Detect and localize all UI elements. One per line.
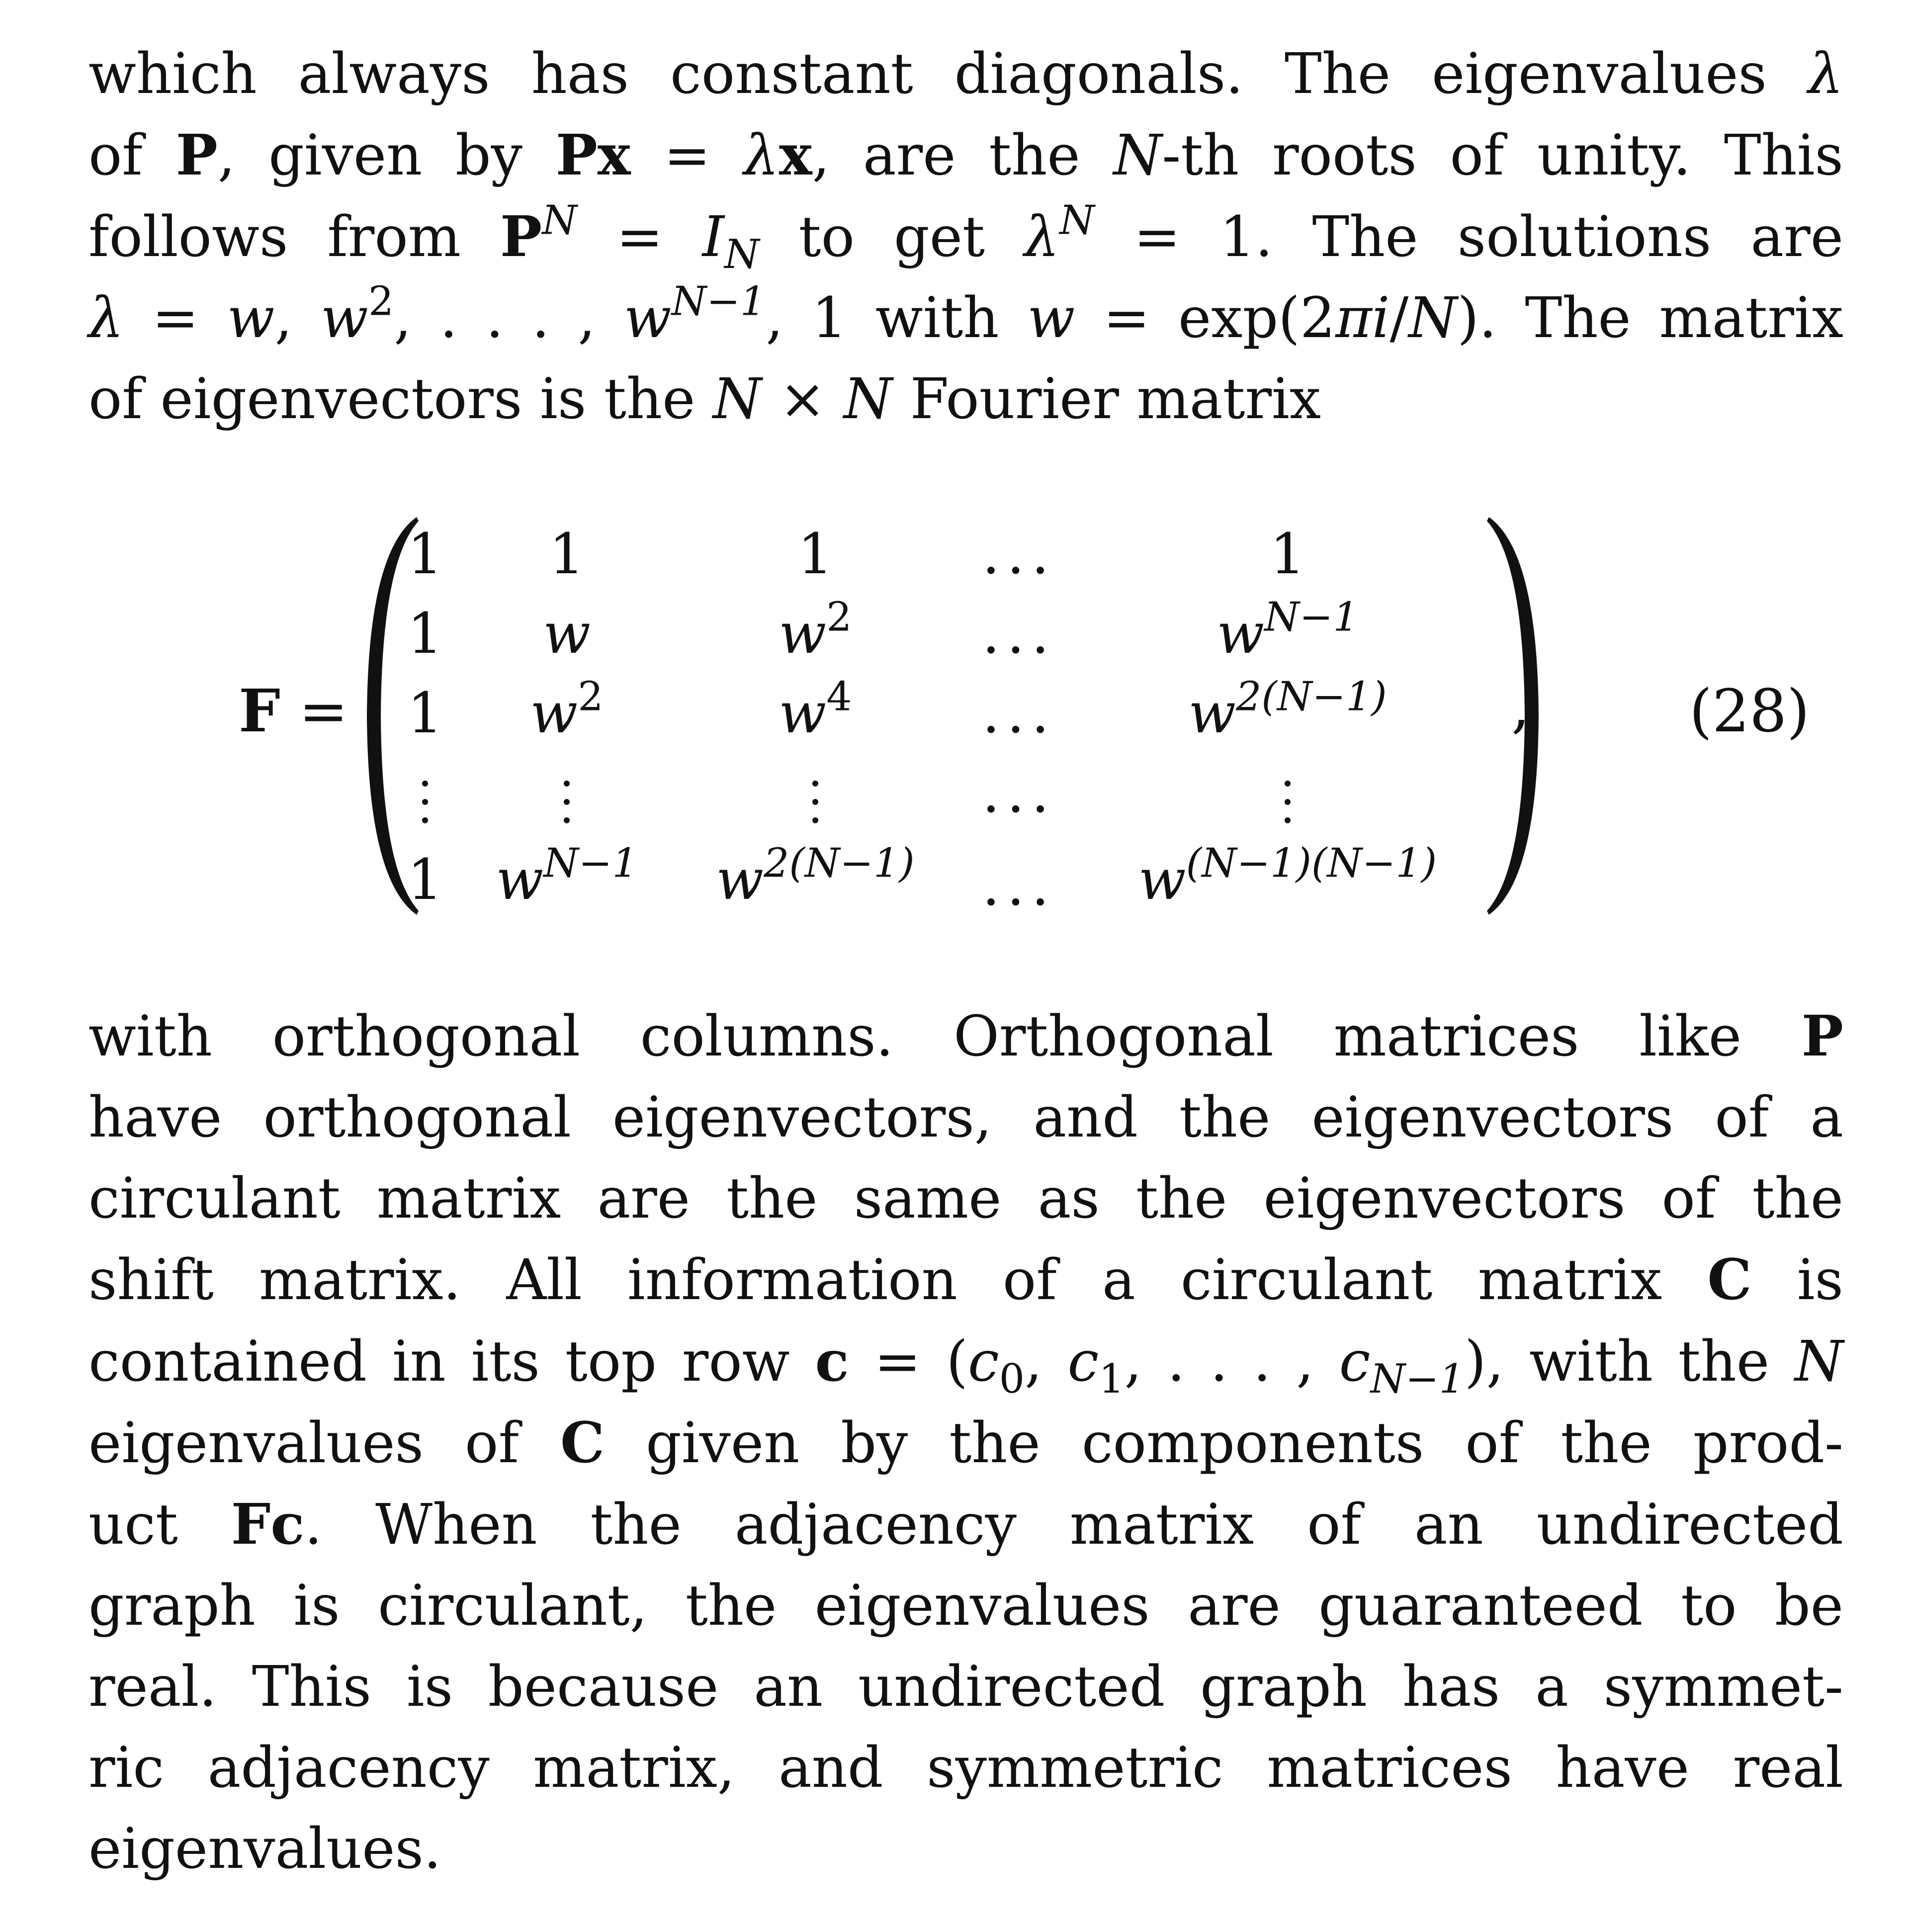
text-span: of eigenvectors is the — [88, 367, 713, 432]
text-span: = ( — [849, 1329, 968, 1394]
math-symbol: c — [967, 1329, 999, 1394]
matrix-cell-vdots — [422, 781, 428, 823]
text-line: have orthogonal eigenvectors, and the eigenvectors of a — [88, 1085, 1843, 1150]
text-line: graph is circulant, the eigenvalues are guaranteed to be — [88, 1574, 1843, 1638]
matrix-cell: 1 — [1270, 522, 1305, 587]
math-subscript: N — [724, 231, 760, 278]
matrix-cell-vdots — [564, 781, 570, 823]
math-symbol: w — [1027, 286, 1075, 351]
fourier-matrix-equation — [0, 502, 1909, 930]
math-symbol: w — [623, 286, 672, 351]
math-bold-symbol: x — [779, 123, 812, 188]
text-span: is — [1751, 1248, 1844, 1313]
math-symbol: w — [227, 286, 275, 351]
math-symbol: N — [844, 367, 892, 432]
text-span: uct — [88, 1493, 231, 1557]
math-superscript: N−1 — [671, 278, 766, 325]
matrix-cell: $w^2$ — [779, 594, 852, 666]
text-span: Fourier matrix — [892, 367, 1321, 432]
text-span: , — [1024, 1329, 1068, 1394]
math-symbol: i — [1372, 286, 1390, 351]
text-span: to get — [759, 205, 1025, 269]
text-line — [88, 996, 1843, 1077]
text-span: = — [630, 123, 744, 188]
math-bold-symbol: P — [1801, 1004, 1843, 1069]
text-span: , 1 with — [766, 286, 1028, 351]
text-span: . When the adjacency matrix of an undirected — [304, 1493, 1843, 1557]
math-symbol: λ — [743, 123, 779, 188]
matrix-cell-vdots — [1285, 781, 1291, 823]
text-line: ric adjacency matrix, and symmetric matrices have real — [88, 1736, 1843, 1800]
math-bold-symbol: C — [560, 1410, 605, 1476]
text-span: contained in its top row — [88, 1329, 815, 1394]
matrix-name-F: F — [239, 676, 280, 745]
math-bold-symbol: P — [500, 204, 542, 269]
text-line — [88, 1321, 1843, 1403]
text-span: = — [577, 205, 702, 269]
matrix-cell: 1 — [797, 522, 833, 587]
text-span: with orthogonal columns. Orthogonal matrices like — [88, 1004, 1802, 1069]
matrix-cell: $w^2$ — [530, 673, 604, 746]
math-symbol: λ — [1808, 42, 1843, 106]
paragraph-body — [88, 996, 1843, 1890]
math-symbol: N — [1113, 123, 1162, 188]
matrix-cell-hdots: ... — [982, 602, 1056, 666]
text-span: × — [761, 367, 844, 432]
math-subscript: 1 — [1099, 1356, 1125, 1403]
text-span: , given by — [217, 123, 556, 188]
math-superscript: N — [542, 197, 577, 244]
text-line — [88, 1403, 1843, 1484]
text-span: given by the components of the prod- — [605, 1411, 1843, 1476]
math-symbol: N — [1408, 286, 1458, 351]
matrix-cell: $w^4$ — [779, 673, 852, 746]
equation-number: (28) — [1689, 677, 1810, 745]
matrix-cell-hdots: ... — [982, 854, 1056, 918]
text-span: shift matrix. All information of a circulant matrix — [88, 1248, 1708, 1313]
math-bold-symbol: Fc — [231, 1492, 305, 1557]
text-line: eigenvalues. — [88, 1817, 441, 1881]
text-line: circulant matrix are the same as the eigenvectors of the — [88, 1166, 1843, 1231]
math-bold-symbol: c — [815, 1329, 849, 1394]
math-symbol: c — [1339, 1329, 1371, 1394]
math-bold-symbol: Px — [555, 123, 631, 188]
text-line — [88, 34, 1843, 115]
math-subscript: N−1 — [1370, 1356, 1465, 1403]
matrix-cell: 1 — [549, 522, 585, 587]
matrix-cell: $w^{2(N-1)}$ — [1188, 673, 1387, 746]
math-symbol: w — [321, 286, 368, 351]
text-span: , . . . , — [1124, 1329, 1339, 1394]
text-span: eigenvalues of — [88, 1411, 560, 1476]
text-span: , — [274, 286, 321, 351]
math-symbol: c — [1067, 1329, 1099, 1394]
text-span: follows from — [88, 205, 501, 269]
matrix-cell: 1 — [407, 522, 443, 587]
math-subscript: 0 — [999, 1356, 1025, 1403]
math-superscript: N — [1059, 197, 1095, 244]
text-line — [88, 196, 1843, 278]
matrix-parentheses — [0, 502, 1909, 930]
text-span: / — [1389, 286, 1409, 351]
math-symbol: λ — [88, 286, 124, 351]
matrix-cell: $w^{N-1}$ — [496, 840, 638, 912]
text-span: = 1. The solutions are — [1094, 205, 1843, 269]
text-span: of — [88, 123, 176, 188]
matrix-cell-vdots — [812, 781, 818, 823]
matrix-cell: $w^{N-1}$ — [1216, 594, 1359, 666]
text-line — [88, 278, 1843, 359]
text-line — [88, 1484, 1843, 1566]
text-span: = — [123, 286, 227, 351]
text-span: = exp(2 — [1075, 286, 1336, 351]
equation-comma: , — [1511, 672, 1530, 740]
math-symbol: N — [1795, 1329, 1844, 1394]
text-span: ), with the — [1464, 1329, 1795, 1394]
matrix-cell-hdots: ... — [982, 761, 1056, 825]
math-symbol: N — [712, 367, 762, 432]
matrix-cell: 1 — [407, 602, 443, 666]
text-span: , . . . , — [394, 286, 624, 351]
text-span: , are the — [812, 123, 1114, 188]
math-symbol: λ — [1024, 205, 1060, 269]
text-span: ). The matrix — [1457, 286, 1844, 351]
matrix-cell: 1 — [407, 848, 443, 912]
matrix-cell-hdots: ... — [982, 522, 1056, 587]
text-line — [88, 359, 1843, 440]
math-bold-symbol: C — [1707, 1247, 1752, 1313]
math-bold-symbol: P — [175, 123, 218, 188]
equals-sign: = — [280, 677, 348, 745]
matrix-cell: w — [543, 602, 591, 666]
math-symbol: I — [702, 205, 724, 269]
text-line: real. This is because an undirected graph has a symmet- — [88, 1655, 1843, 1719]
text-line — [88, 1239, 1843, 1321]
text-span: which always has constant diagonals. The eigenvalues — [88, 42, 1809, 106]
matrix-cell-hdots: ... — [982, 681, 1056, 746]
matrix-cell: $w^{2(N-1)}$ — [716, 840, 915, 912]
text-span: -th roots of unity. This — [1162, 123, 1844, 188]
matrix-cell: $w^{(N-1)(N-1)}$ — [1138, 840, 1437, 912]
text-line — [88, 115, 1843, 196]
matrix-cell: 1 — [407, 681, 443, 746]
math-symbol: π — [1335, 286, 1372, 351]
math-superscript: 2 — [368, 278, 394, 325]
paragraph-intro — [88, 34, 1843, 440]
